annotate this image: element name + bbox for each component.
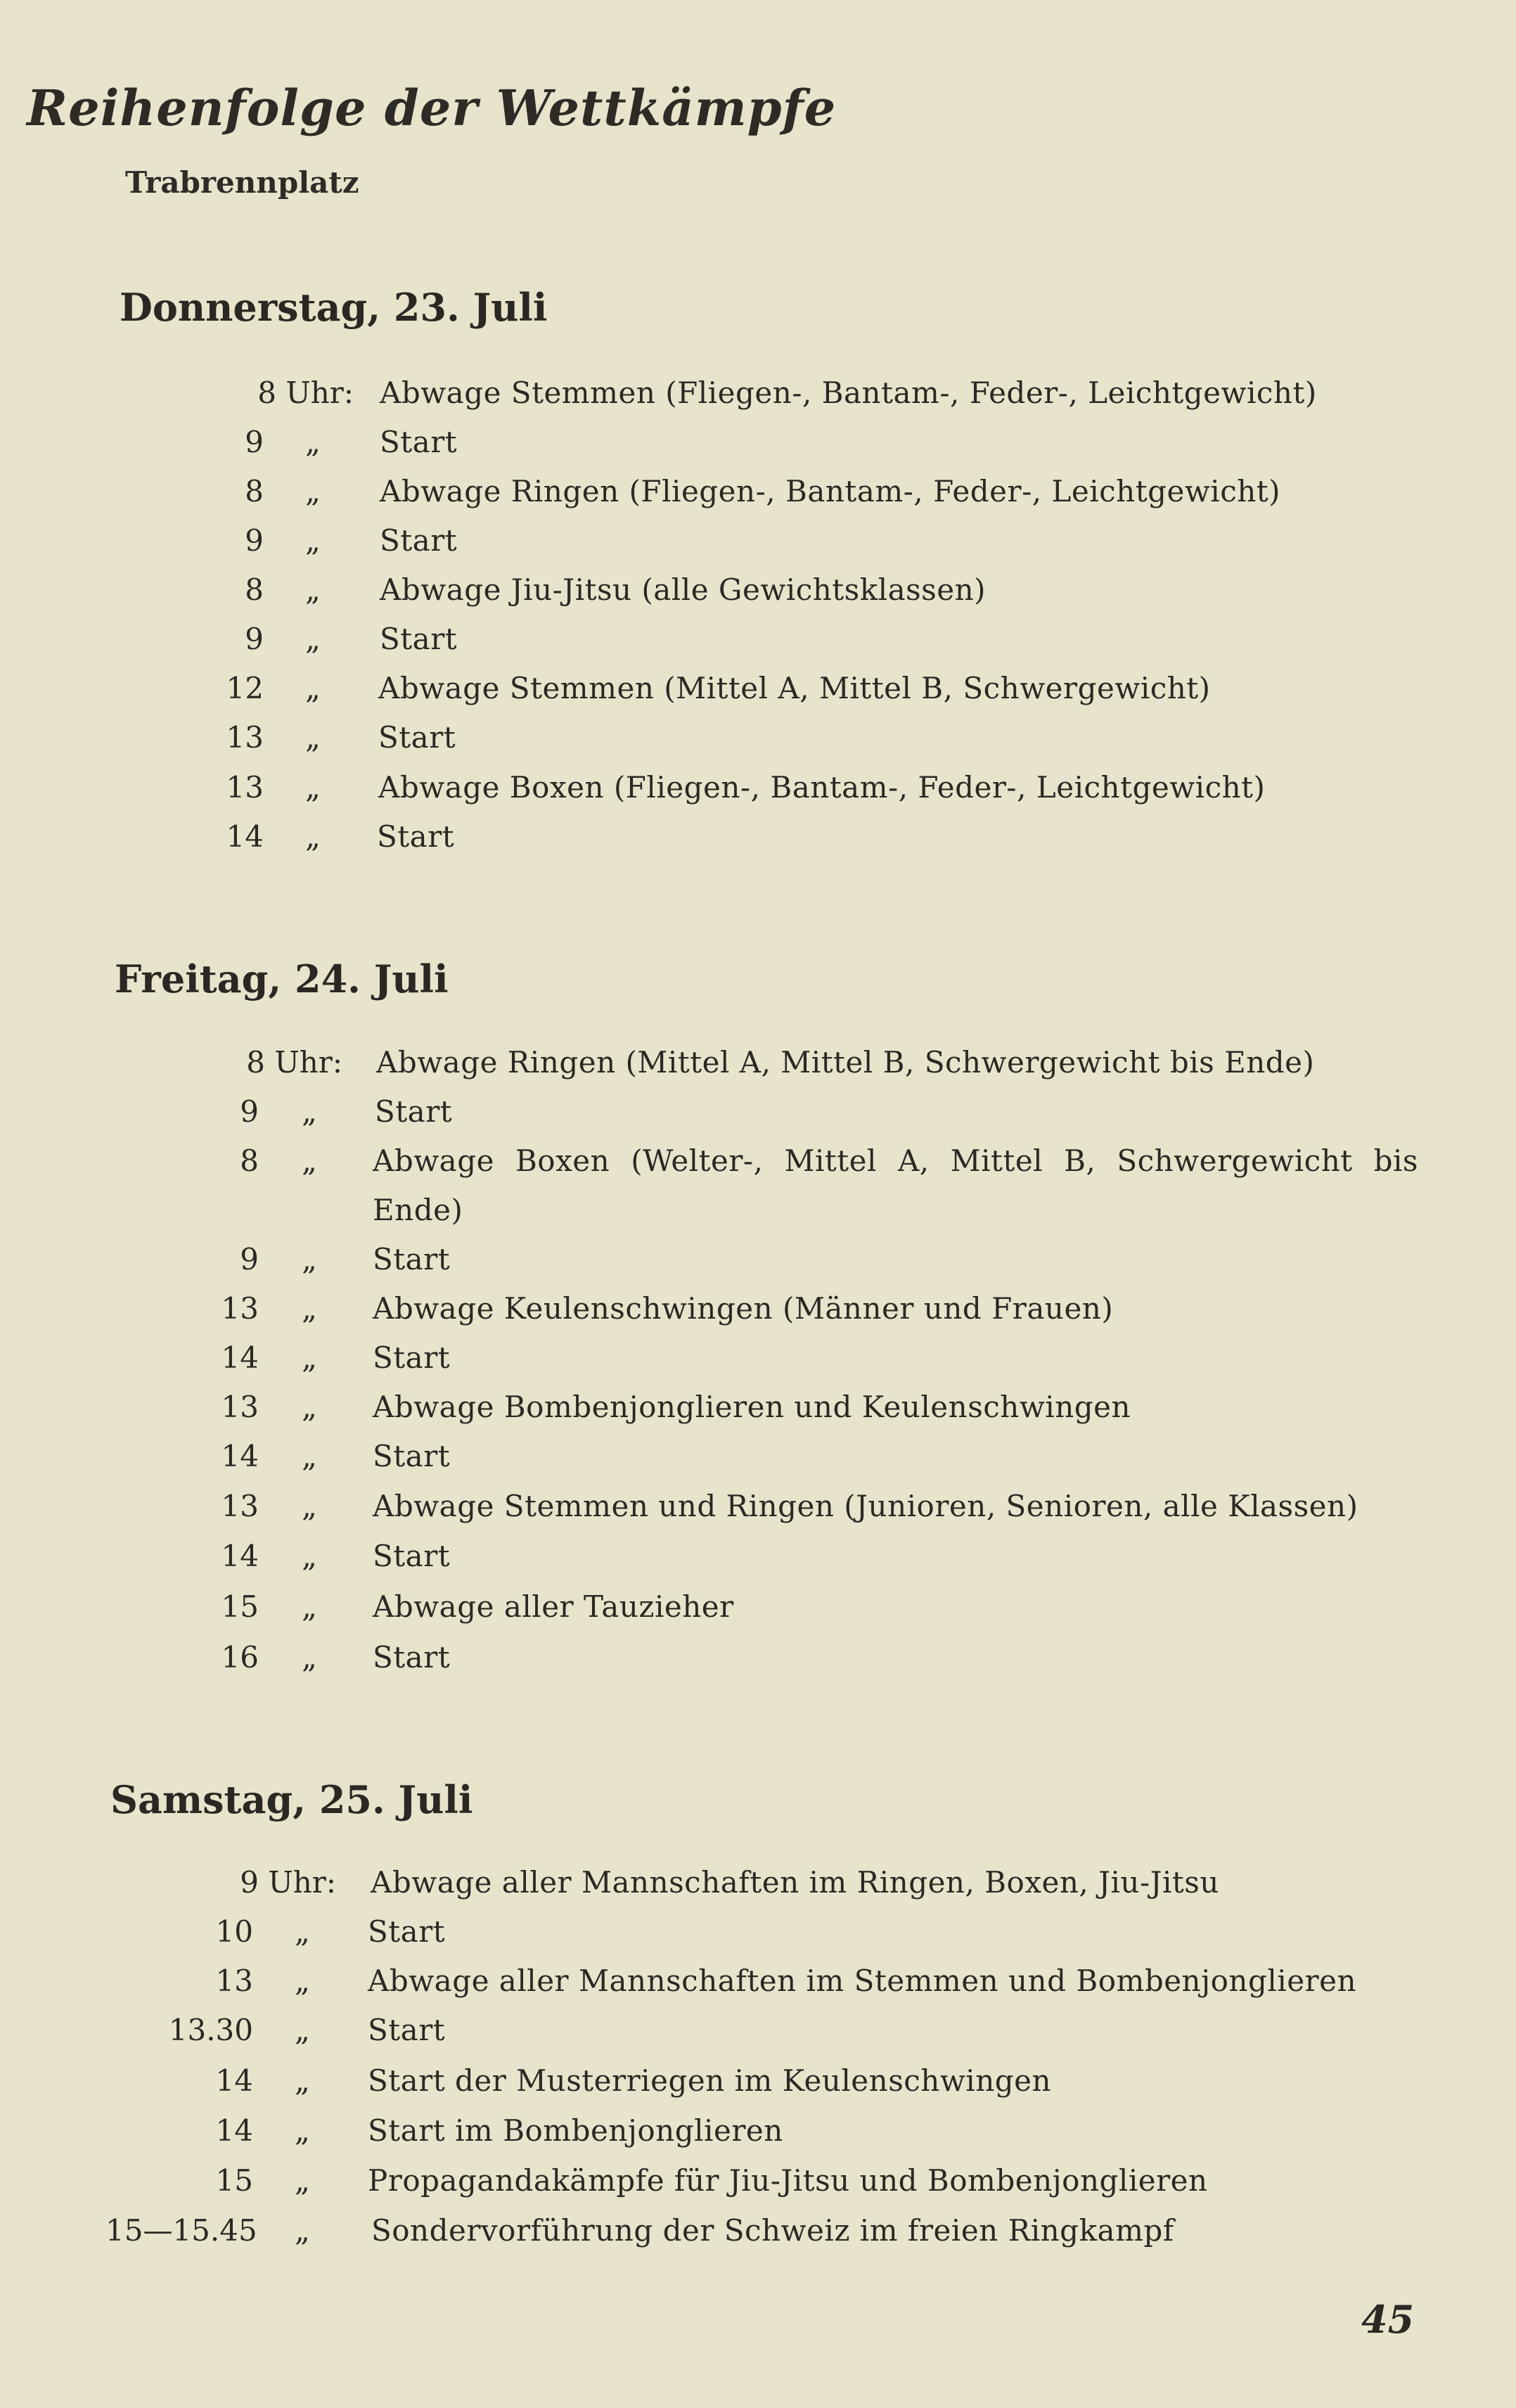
event-cell: Start (368, 1914, 446, 1949)
event-cell: Abwage Stemmen (Mittel A, Mittel B, Schwergewicht) (378, 671, 1211, 705)
event-cell: Start (377, 819, 455, 854)
ditto-mark: „ (305, 622, 321, 656)
event-cell: Sondervorführung der Schweiz im freien Ringkampf (371, 2213, 1174, 2248)
event-cell: Start (373, 1439, 451, 1473)
time-cell: 14 (215, 2063, 253, 2098)
event-cell: Abwage Ringen (Fliegen-, Bantam-, Feder-, Leichtgewicht) (380, 474, 1281, 508)
event-cell: Start (380, 523, 458, 558)
event-cell: Abwage Ringen (Mittel A, Mittel B, Schwergewicht bis Ende) (376, 1045, 1315, 1080)
ditto-mark: „ (295, 2063, 310, 2098)
time-cell: 13 (221, 1489, 259, 1523)
ditto-mark: „ (305, 720, 321, 755)
time-cell: 8 Uhr: (257, 376, 354, 410)
venue-subtitle: Trabrennplatz (125, 165, 359, 200)
ditto-mark: „ (305, 523, 321, 558)
event-cell: Start (368, 2013, 446, 2047)
event-cell: Abwage Jiu-Jitsu (alle Gewichtsklassen) (380, 572, 987, 607)
event-cell: Abwage Boxen (Fliegen-, Bantam-, Feder-, Leichtgewicht) (378, 770, 1266, 805)
page-number: 45 (1361, 2297, 1415, 2342)
time-cell: 9 (245, 523, 264, 558)
event-cell: Abwage Stemmen und Ringen (Junioren, Senioren, alle Klassen) (373, 1489, 1358, 1523)
time-cell: 13 (226, 770, 264, 805)
ditto-mark: „ (295, 2013, 310, 2047)
time-cell: 12 (226, 671, 264, 705)
time-cell: 8 Uhr: (246, 1045, 342, 1080)
ditto-mark: „ (302, 1589, 317, 1624)
time-cell: 8 (245, 572, 264, 607)
ditto-mark: „ (302, 1242, 317, 1276)
event-cell: Abwage Boxen (Welter-, Mittel A, Mittel B, Schwergewicht bis Ende) (373, 1144, 1418, 1227)
time-cell: 16 (221, 1640, 259, 1674)
time-cell: 10 (215, 1914, 253, 1949)
day-heading-saturday: Samstag, 25. Juli (110, 1777, 473, 1822)
time-cell: 13.30 (168, 2013, 253, 2047)
time-cell: 13 (226, 720, 264, 755)
time-cell: 14 (215, 2113, 253, 2148)
time-cell: 15 (215, 2163, 253, 2198)
ditto-mark: „ (302, 1640, 317, 1674)
ditto-mark: „ (302, 1144, 317, 1178)
event-cell: Start (380, 622, 458, 656)
time-cell: 14 (221, 1340, 259, 1375)
time-cell: 9 Uhr: (240, 1865, 336, 1900)
event-cell: Abwage aller Mannschaften im Stemmen und Bombenjonglieren (368, 1964, 1357, 1998)
ditto-mark: „ (295, 2163, 310, 2198)
time-cell: 13 (221, 1291, 259, 1326)
event-cell: Abwage Bombenjonglieren und Keulenschwingen (373, 1390, 1131, 1424)
event-cell: Start (373, 1539, 451, 1573)
time-cell: 15 (221, 1589, 259, 1624)
ditto-mark: „ (305, 572, 321, 607)
ditto-mark: „ (305, 474, 321, 508)
ditto-mark: „ (305, 425, 321, 459)
ditto-mark: „ (302, 1340, 317, 1375)
ditto-mark: „ (302, 1390, 317, 1424)
event-cell: Start im Bombenjonglieren (368, 2113, 783, 2148)
ditto-mark: „ (305, 819, 321, 854)
ditto-mark: „ (305, 770, 321, 805)
time-cell: 13 (221, 1390, 259, 1424)
time-cell: 14 (221, 1439, 259, 1473)
day-heading-thursday: Donnerstag, 23. Juli (120, 285, 548, 330)
time-cell: 9 (240, 1094, 259, 1129)
ditto-mark: „ (305, 671, 321, 705)
event-cell: Start (373, 1340, 451, 1375)
ditto-mark: „ (295, 1914, 310, 1949)
day-heading-friday: Freitag, 24. Juli (115, 956, 449, 1001)
ditto-mark: „ (302, 1094, 317, 1129)
time-cell: 14 (226, 819, 264, 854)
event-cell: Start der Musterriegen im Keulenschwingen (368, 2063, 1052, 2098)
event-cell: Start (378, 720, 456, 755)
time-cell: 9 (240, 1242, 259, 1276)
time-cell: 15—15.45 (105, 2213, 257, 2248)
event-cell: Start (375, 1094, 453, 1129)
time-cell: 8 (245, 474, 264, 508)
ditto-mark: „ (302, 1539, 317, 1573)
time-cell: 13 (215, 1964, 253, 1998)
event-cell: Start (373, 1640, 451, 1674)
time-cell: 14 (221, 1539, 259, 1573)
event-cell: Abwage aller Mannschaften im Ringen, Boxen, Jiu-Jitsu (371, 1865, 1219, 1900)
ditto-mark: „ (302, 1439, 317, 1473)
event-cell: Abwage aller Tauzieher (373, 1589, 734, 1624)
page-title: Reihenfolge der Wettkämpfe (27, 79, 837, 137)
ditto-mark: „ (295, 2213, 310, 2248)
event-cell: Abwage Stemmen (Fliegen-, Bantam-, Feder-, Leichtgewicht) (380, 376, 1317, 410)
event-cell: Propagandakämpfe für Jiu-Jitsu und Bombenjonglieren (368, 2163, 1208, 2198)
ditto-mark: „ (295, 1964, 310, 1998)
time-cell: 8 (240, 1144, 259, 1178)
ditto-mark: „ (295, 2113, 310, 2148)
event-cell: Start (380, 425, 458, 459)
time-cell: 9 (245, 622, 264, 656)
event-cell: Start (373, 1242, 451, 1276)
ditto-mark: „ (302, 1489, 317, 1523)
time-cell: 9 (245, 425, 264, 459)
ditto-mark: „ (302, 1291, 317, 1326)
event-cell: Abwage Keulenschwingen (Männer und Frauen) (373, 1291, 1114, 1326)
